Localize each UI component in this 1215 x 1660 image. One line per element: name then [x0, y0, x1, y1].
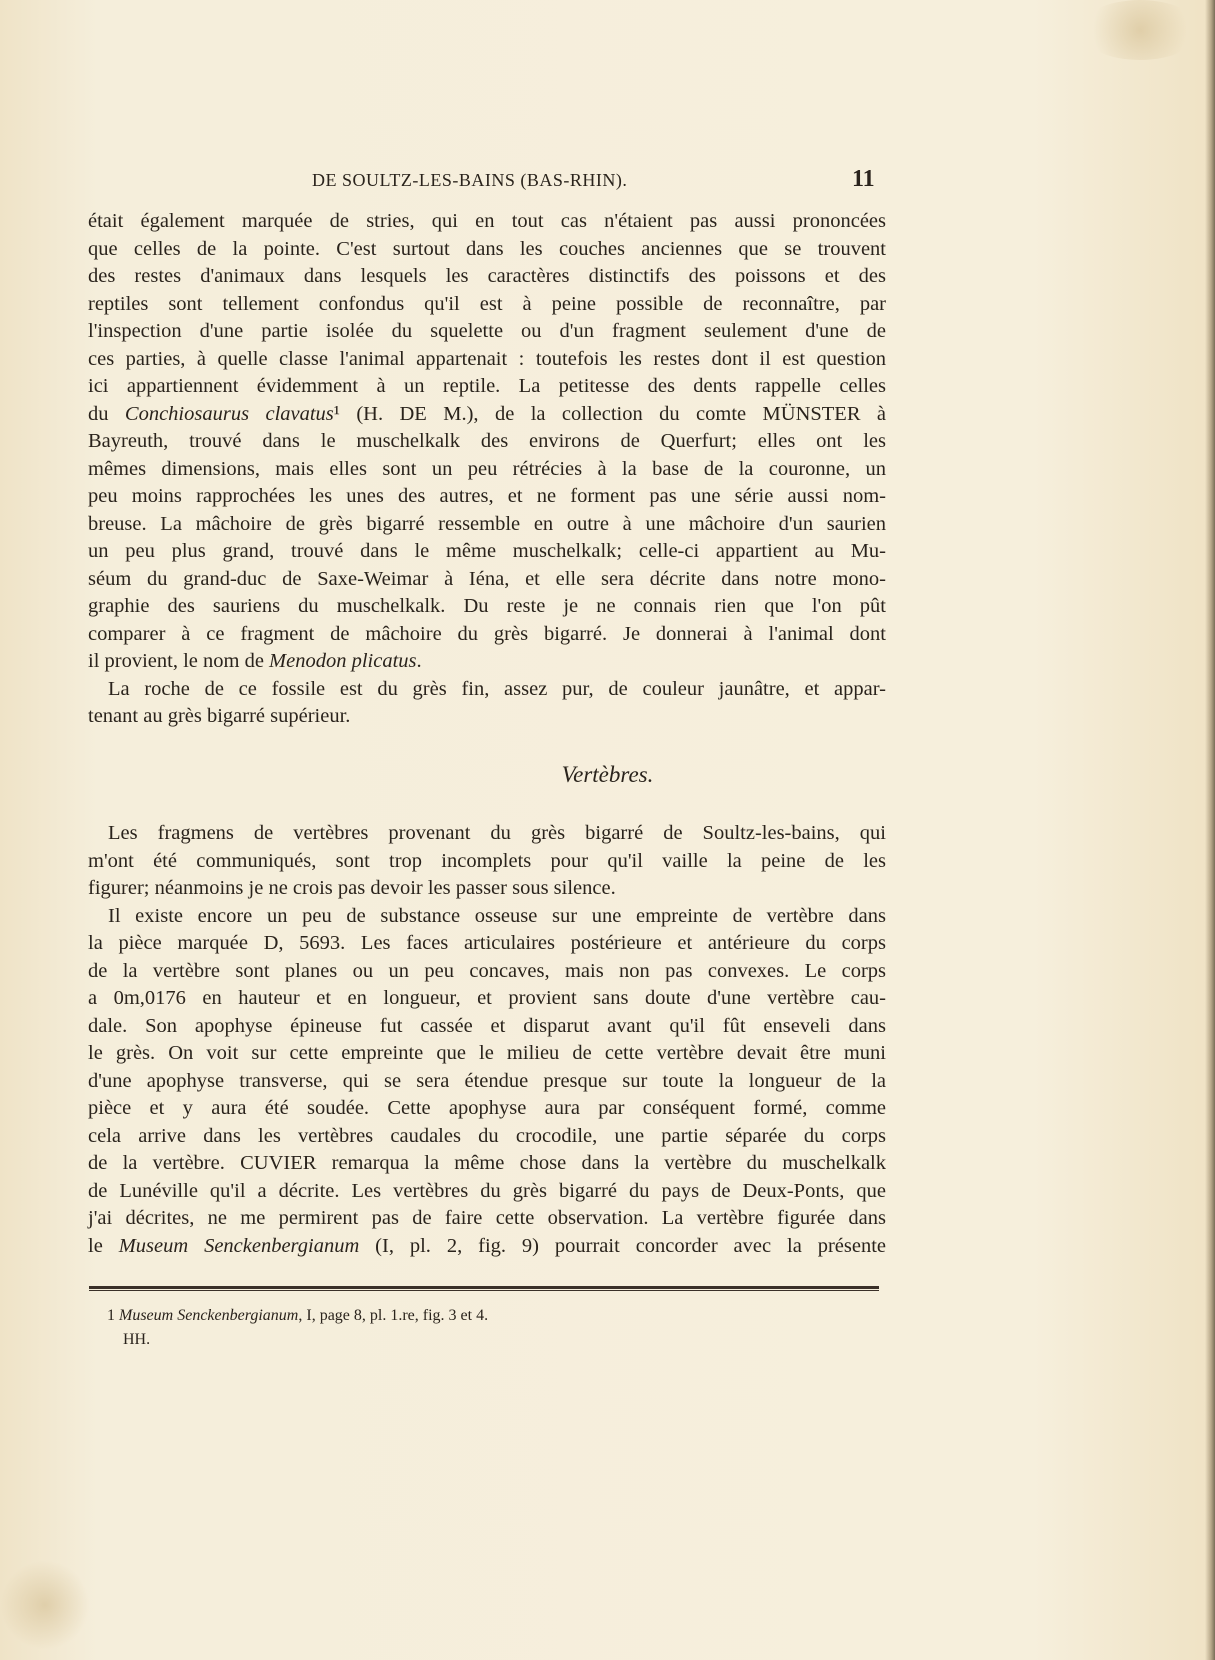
- footnote-line: 1 Museum Senckenbergianum, I, page 8, pl. 1.re, fig. 3 et 4.: [107, 1307, 489, 1324]
- text-line: l'inspection d'une partie isolée du squelette ou d'un fragment seulement d'une de: [88, 320, 886, 342]
- text-line: breuse. La mâchoire de grès bigarré ressemble en outre à une mâchoire d'un saurien: [88, 512, 886, 535]
- text-line: j'ai décrites, ne me permirent pas de faire cette observation. La vertèbre figurée dans: [88, 1207, 886, 1229]
- page-edge-shadow: [1205, 0, 1215, 1660]
- text-line: Il existe encore un peu de substance osseuse sur une empreinte de vertèbre dans: [108, 904, 886, 927]
- text-line: dale. Son apophyse épineuse fut cassée et disparut avant qu'il fût enseveli dans: [88, 1014, 886, 1037]
- footnote-rule: [89, 1286, 879, 1289]
- text-line: séum du grand-duc de Saxe-Weimar à Iéna, et elle sera décrite dans notre mono-: [88, 567, 886, 590]
- text-line: il provient, le nom de Menodon plicatus.: [88, 650, 422, 672]
- footnote-rule-thin: [89, 1290, 879, 1291]
- text-line: le Museum Senckenbergianum (I, pl. 2, fig. 9) pourrait concorder avec la présente: [88, 1234, 886, 1257]
- text-line: graphie des sauriens du muschelkalk. Du reste je ne connais rien que l'on pût: [88, 595, 886, 617]
- text-line: tenant au grès bigarré supérieur.: [88, 705, 351, 727]
- page-number: 11: [852, 166, 875, 192]
- text-line: le grès. On voit sur cette empreinte que le milieu de cette vertèbre devait être muni: [88, 1042, 886, 1064]
- text-line: de la vertèbre. CUVIER remarqua la même chose dans la vertèbre du muschelkalk: [88, 1152, 886, 1174]
- text-line: a 0m,0176 en hauteur et en longueur, et provient sans doute d'une vertèbre cau-: [88, 987, 886, 1009]
- text-line: ici appartiennent évidemment à un reptile. La petitesse des dents rappelle celles: [88, 375, 886, 397]
- text-line: la pièce marquée D, 5693. Les faces articulaires postérieure et antérieure du corps: [88, 932, 886, 954]
- text-line: des restes d'animaux dans lesquels les caractères distinctifs des poissons et des: [88, 265, 886, 287]
- text-line: Bayreuth, trouvé dans le muschelkalk des environs de Querfurt; elles ont les: [88, 430, 886, 452]
- text-line: reptiles sont tellement confondus qu'il est à peine possible de reconnaître, par: [88, 292, 886, 315]
- paper-stain: [1080, 0, 1200, 60]
- text-line: figurer; néanmoins je ne crois pas devoir les passer sous silence.: [88, 877, 616, 899]
- page-header: [0, 166, 1215, 198]
- running-title: DE SOULTZ-LES-BAINS (BAS-RHIN).: [312, 170, 628, 190]
- text-line: ces parties, à quelle classe l'animal appartenait : toutefois les restes dont il est question: [88, 347, 886, 370]
- text-line: cela arrive dans les vertèbres caudales du crocodile, une partie séparée du corps: [88, 1124, 886, 1147]
- text-line: de Lunéville qu'il a décrite. Les vertèbres du grès bigarré du pays de Deux-Ponts, que: [88, 1179, 886, 1202]
- footnotes: [107, 1304, 867, 1352]
- section-title: Vertèbres.: [561, 762, 654, 787]
- text-line: de la vertèbre sont planes ou un peu concaves, mais non pas convexes. Le corps: [88, 959, 886, 982]
- footnote-line: HH.: [123, 1331, 151, 1348]
- text-line: peu moins rapprochées les unes des autres, et ne forment pas une série aussi nom-: [88, 485, 886, 507]
- text-line: était également marquée de stries, qui en tout cas n'étaient pas aussi prononcées: [88, 210, 886, 232]
- text-line: mêmes dimensions, mais elles sont un peu rétrécies à la base de la couronne, un: [88, 457, 886, 480]
- text-line: que celles de la pointe. C'est surtout dans les couches anciennes que se trouvent: [88, 237, 886, 260]
- text-line: pièce et y aura été soudée. Cette apophyse aura par conséquent formé, comme: [88, 1097, 886, 1119]
- body-text: [88, 208, 886, 731]
- text-line: comparer à ce fragment de mâchoire du grès bigarré. Je donnerai à l'animal dont: [88, 622, 886, 645]
- text-line: Les fragmens de vertèbres provenant du grès bigarré de Soultz-les-bains, qui: [108, 822, 886, 844]
- text-line: un peu plus grand, trouvé dans le même muschelkalk; celle-ci appartient au Mu-: [88, 540, 886, 562]
- text-line: m'ont été communiqués, sont trop incomplets pour qu'il vaille la peine de les: [88, 849, 886, 872]
- text-line: La roche de ce fossile est du grès fin, assez pur, de couleur jaunâtre, et appar-: [108, 677, 886, 700]
- paper-stain: [0, 1560, 90, 1650]
- text-line: du Conchiosaurus clavatus¹ (H. DE M.), de la collection du comte MÜNSTER à: [88, 402, 886, 425]
- body-text-2: [88, 820, 886, 1260]
- text-line: d'une apophyse transverse, qui se sera étendue presque sur toute la longueur de la: [88, 1069, 886, 1092]
